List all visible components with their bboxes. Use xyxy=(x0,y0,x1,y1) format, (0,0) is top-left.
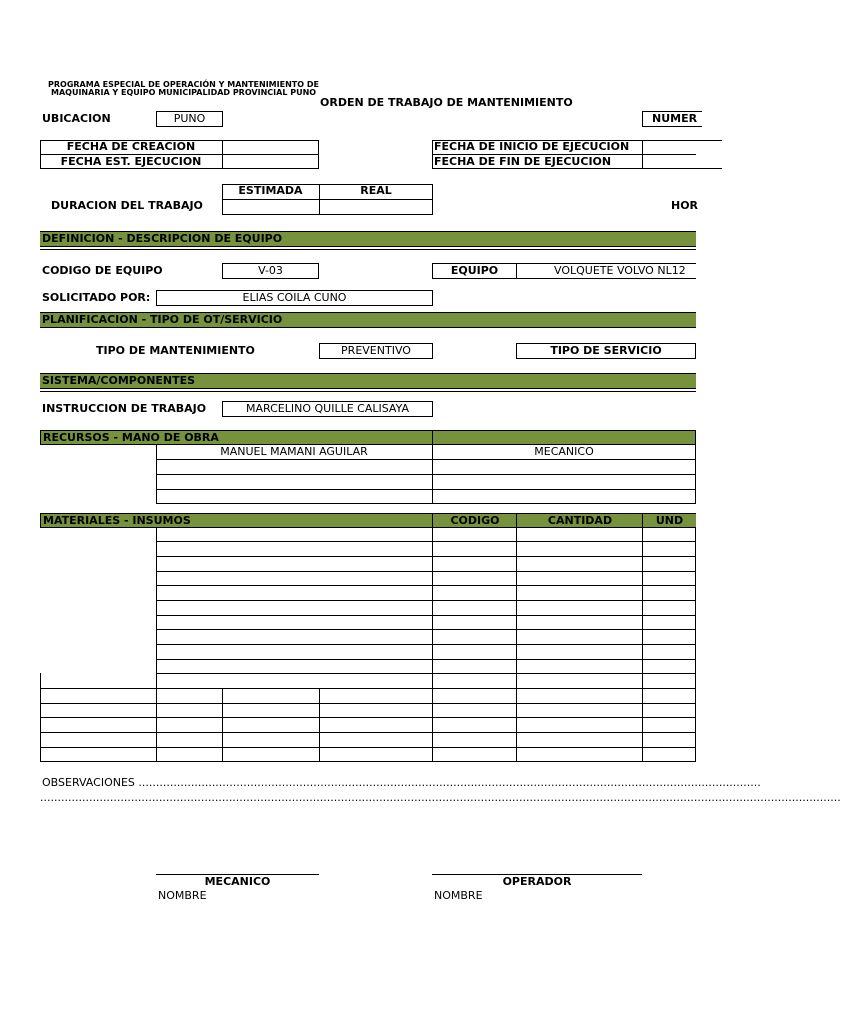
section-sistema: SISTEMA/COMPONENTES xyxy=(40,373,696,389)
tipo-mantenimiento-label: TIPO DE MANTENIMIENTO xyxy=(96,344,255,357)
ubicacion-field[interactable]: PUNO xyxy=(156,111,223,127)
tipo-mantenimiento-field[interactable]: PREVENTIVO xyxy=(319,343,433,359)
materiales-codigo-header: CODIGO xyxy=(432,513,517,528)
equipo-field[interactable]: VOLQUETE VOLVO NL12 xyxy=(516,263,696,279)
fecha-fin-label: FECHA DE FIN DE EJECUCION xyxy=(434,155,612,168)
solicitado-field[interactable]: ELIAS COILA CUNO xyxy=(156,290,433,306)
codigo-equipo-field[interactable]: V-03 xyxy=(222,263,319,279)
materiales-cantidad-header: CANTIDAD xyxy=(516,513,643,528)
firma-operador-nombre: NOMBRE xyxy=(434,889,483,902)
fecha-fin-field[interactable] xyxy=(643,155,695,168)
section-definicion: DEFINICION - DESCRIPCION DE EQUIPO xyxy=(40,231,696,247)
fecha-creacion-label: FECHA DE CREACION xyxy=(66,140,196,153)
instruccion-field[interactable]: MARCELINO QUILLE CALISAYA xyxy=(222,401,433,417)
org-line-2: MAQUINARIA Y EQUIPO MUNICIPALIDAD PROVINCIAL PUNO xyxy=(51,88,317,97)
numero-label: NUMER xyxy=(642,111,702,127)
solicitado-label: SOLICITADO POR: xyxy=(42,291,151,304)
horas-label: HOR xyxy=(671,199,699,212)
real-header: REAL xyxy=(360,184,392,197)
duracion-estimada-field[interactable] xyxy=(223,200,318,214)
fecha-inicio-field[interactable] xyxy=(643,141,695,154)
firma-mecanico-nombre: NOMBRE xyxy=(158,889,207,902)
org-line-1: PROGRAMA ESPECIAL DE OPERACIÓN Y MANTENIMIENTO DE xyxy=(48,80,319,89)
duracion-real-field[interactable] xyxy=(320,200,432,214)
section-materiales: MATERIALES - INSUMOS xyxy=(40,513,433,528)
observaciones-label: OBSERVACIONES xyxy=(42,776,135,789)
firma-mecanico-label: MECANICO xyxy=(204,875,271,888)
document-title: ORDEN DE TRABAJO DE MANTENIMIENTO xyxy=(320,96,573,109)
materiales-und-header: UND xyxy=(642,513,696,528)
estimada-header: ESTIMADA xyxy=(238,184,303,197)
ubicacion-label: UBICACION xyxy=(42,112,111,125)
recursos-header-right xyxy=(432,430,696,445)
fecha-est-field[interactable] xyxy=(223,155,318,168)
materiales-table xyxy=(40,527,696,762)
fecha-inicio-label: FECHA DE INICIO DE EJECUCION xyxy=(434,140,630,153)
firma-operador-label: OPERADOR xyxy=(502,875,572,888)
instruccion-label: INSTRUCCION DE TRABAJO xyxy=(42,402,207,415)
section-planificacion: PLANIFICACION - TIPO DE OT/SERVICIO xyxy=(40,312,696,328)
fecha-creacion-field[interactable] xyxy=(223,141,318,154)
tipo-servicio-label: TIPO DE SERVICIO xyxy=(516,343,696,359)
fecha-est-label: FECHA EST. EJECUCION xyxy=(60,155,202,168)
equipo-label: EQUIPO xyxy=(432,263,517,279)
duracion-label: DURACION DEL TRABAJO xyxy=(51,199,203,212)
recurso-role: MECANICO xyxy=(534,445,594,458)
observaciones-line-1[interactable]: OBSERVACIONES .................................................................................................................................................................................. xyxy=(42,776,761,789)
codigo-equipo-label: CODIGO DE EQUIPO xyxy=(42,264,163,277)
observaciones-line-2[interactable]: ..................................................................................................................................................................................................................................... xyxy=(40,791,841,804)
section-recursos: RECURSOS - MANO DE OBRA xyxy=(40,430,433,445)
recurso-worker: MANUEL MAMANI AGUILAR xyxy=(220,445,368,458)
